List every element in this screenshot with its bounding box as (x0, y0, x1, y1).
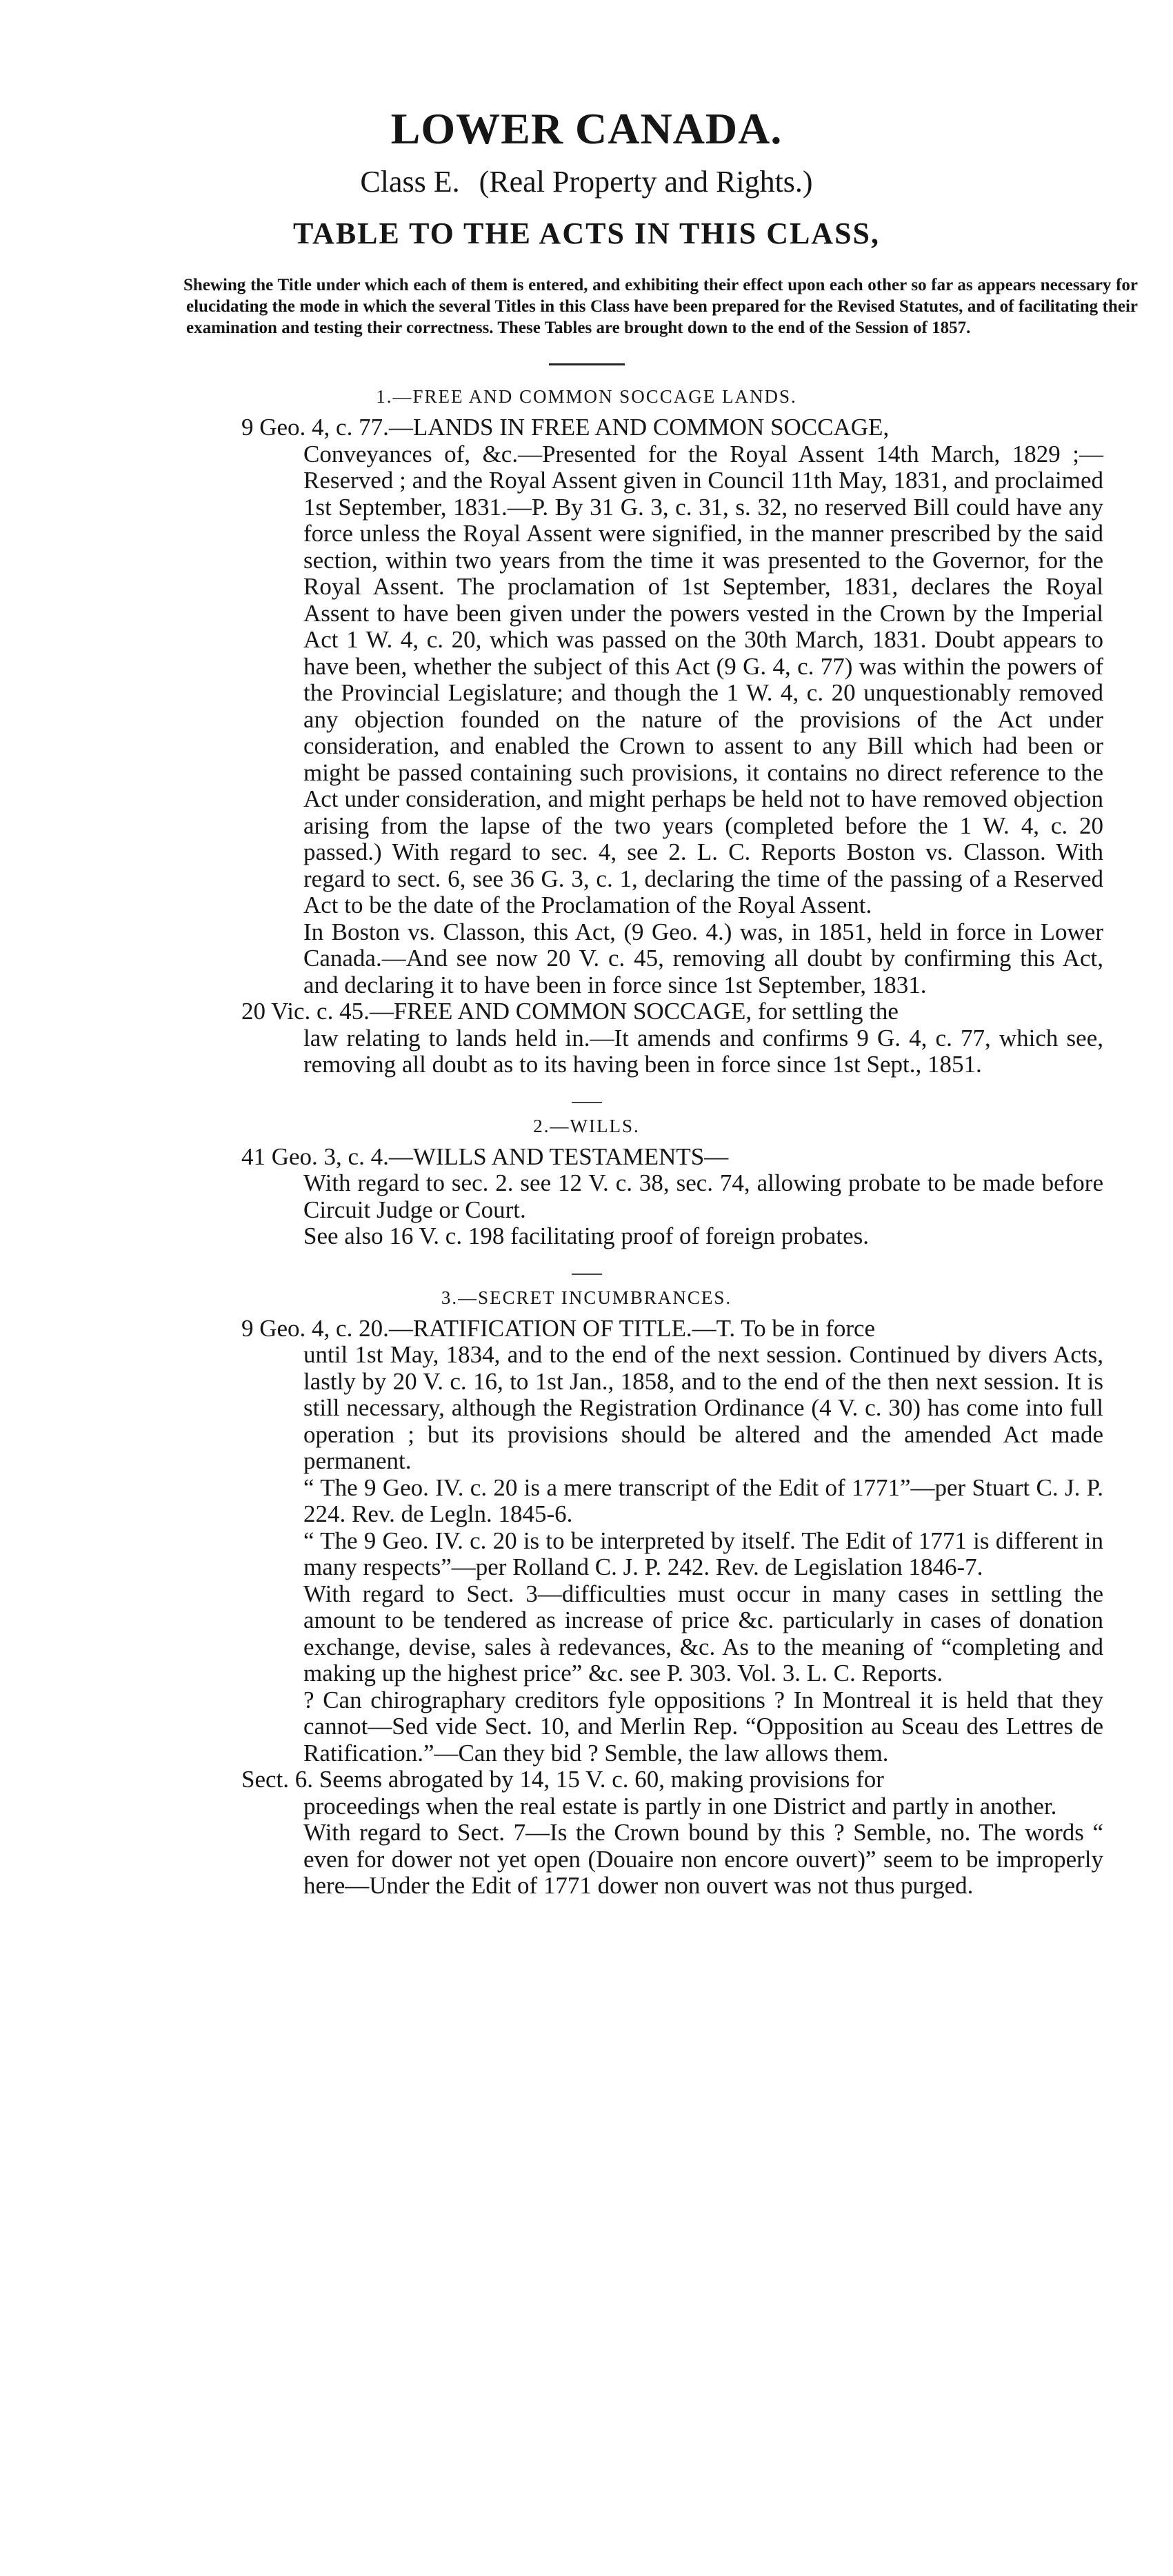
section-heading-secret-incumbrances: 3.—SECRET INCUMBRANCES. (441, 1287, 732, 1308)
divider (549, 363, 625, 365)
entry-head: Sect. 6. Seems abrogated by 14, 15 V. c. 60, making provisions for (241, 1766, 884, 1793)
entry-paragraph: In Boston vs. Classon, this Act, (9 Geo. 4.) was, in 1851, held in force in Lower Canada.—And see now 20 V. c. 45, removing all doubt by confirming this Act, and declaring it to have been in force since 1st September, 1831. (303, 918, 1103, 998)
divider (572, 1102, 602, 1103)
entry-paragraph: With regard to sec. 2. see 12 V. c. 38, sec. 74, allowing probate to be made before Circuit Judge or Court. (303, 1169, 1103, 1223)
page-title: LOWER CANADA. (390, 104, 783, 153)
entry-head: 41 Geo. 3, c. 4.—WILLS AND TESTAMENTS— (241, 1143, 729, 1170)
class-name: (Real Property and Rights.) (479, 165, 813, 199)
entry-head: 20 Vic. c. 45.—FREE AND COMMON SOCCAGE, for settling the (241, 998, 899, 1025)
table-title: TABLE TO THE ACTS IN THIS CLASS, (292, 217, 881, 250)
intro-paragraph: Shewing the Title under which each of them is entered, and exhibiting their effect upon each other so far as appears necessary for elucidating the mode in which the several Titles in this Class have been prepared for the Revised Statutes, and of facilitating their examination and testing their correctness. These Tables are brought down to the end of the Session of 1857. (183, 276, 1138, 337)
entry-9-geo-4-c-20 (241, 1314, 1103, 1767)
entry-sect-6 (241, 1766, 1103, 1900)
entry-paragraph: See also 16 V. c. 198 facilitating proof of foreign probates. (303, 1222, 870, 1249)
entry-paragraph: proceedings when the real estate is partly in one District and partly in another. (303, 1792, 1057, 1820)
divider (572, 1274, 602, 1275)
entry-41-geo-3-c-4 (241, 1143, 1103, 1250)
entry-paragraph: ? Can chirographary creditors fyle oppositions ? In Montreal it is held that they cannot—Sed vide Sect. 10, and Merlin Rep. “Opposition au Sceau des Lettres de Ratification.”—Can they bid ? Semble, the law allows them. (303, 1686, 1103, 1767)
entry-paragraph: With regard to Sect. 7—Is the Crown bound by this ? Semble, no. The words “ even for dower not yet open (Douaire non encore ouvert)” seem to be improperly here—Under the Edit of 1771 dower non ouvert was not thus purged. (303, 1819, 1103, 1899)
entry-paragraph: until 1st May, 1834, and to the end of the next session. Continued by divers Acts, lastly by 20 V. c. 16, to 1st Jan., 1858, and to the end of the then next session. It is still necessary, although the Registration Ordinance (4 V. c. 30) has come into full operation ; but its provisions should be altered and the amended Act made permanent. (303, 1341, 1103, 1474)
section-heading-wills: 2.—WILLS. (533, 1115, 640, 1136)
entry-paragraph: With regard to Sect. 3—difficulties must occur in many cases in settling the amount to be tendered as increase of price &c. particularly in cases of donation exchange, devise, sales à redevances, &c. As to the meaning of “completing and making up the highest price” &c. see P. 303. Vol. 3. L. C. Reports. (303, 1580, 1103, 1687)
entry-paragraph: Conveyances of, &c.—Presented for the Royal Assent 14th March, 1829 ;—Reserved ; and the Royal Assent given in Council 11th May, 1831, and proclaimed 1st September, 1831.—P. By 31 G. 3, c. 31, s. 32, no reserved Bill could have any force unless the Royal Assent were signified, in the manner prescribed by the said section, within two years from the time it was presented to the Governor, for the Royal Assent. The proclamation of 1st September, 1831, declares the Royal Assent to have been given under the powers vested in the Crown by the Imperial Act 1 W. 4, c. 20, which was passed on the 30th March, 1831. Doubt appears to have been, whether the subject of this Act (9 G. 4, c. 77) was within the powers of the Provincial Legislature; and though the 1 W. 4, c. 20 unquestionably removed any objection founded on the nature of the provisions of the Act under consideration, and enabled the Crown to assent to any Bill which had been or might be passed containing such provisions, it contains no direct reference to the Act under consideration, and might perhaps be held not to have removed objection arising from the lapse of the two years (completed before the 1 W. 4, c. 20 passed.) With regard to sec. 4, see 2. L. C. Reports Boston vs. Classon. With regard to sect. 6, see 36 G. 3, c. 1, declaring the time of the passing of a Reserved Act to be the date of the Proclamation of the Royal Assent. (303, 440, 1103, 918)
class-label: Class E. (360, 165, 460, 199)
entry-9-geo-4-c-77 (241, 414, 1103, 998)
entry-head: 9 Geo. 4, c. 77.—LANDS IN FREE AND COMMON SOCCAGE, (241, 414, 890, 441)
entry-paragraph: “ The 9 Geo. IV. c. 20 is to be interpreted by itself. The Edit of 1771 is different in many respects”—per Rolland C. J. P. 242. Rev. de Legislation 1846-7. (303, 1527, 1103, 1580)
section-heading-soccage: 1.—FREE AND COMMON SOCCAGE LANDS. (376, 386, 797, 407)
entry-paragraph: “ The 9 Geo. IV. c. 20 is a mere transcript of the Edit of 1771”—per Stuart C. J. P. 224. Rev. de Legln. 1845-6. (303, 1473, 1103, 1527)
entry-20-vic-c-45 (241, 998, 1103, 1078)
entry-head: 9 Geo. 4, c. 20.—RATIFICATION OF TITLE.—T. To be in force (241, 1314, 876, 1342)
entry-paragraph: law relating to lands held in.—It amends and confirms 9 G. 4, c. 77, which see, removing all doubt as to its having been in force since 1st Sept., 1851. (303, 1024, 1103, 1078)
class-heading (76, 164, 1097, 199)
